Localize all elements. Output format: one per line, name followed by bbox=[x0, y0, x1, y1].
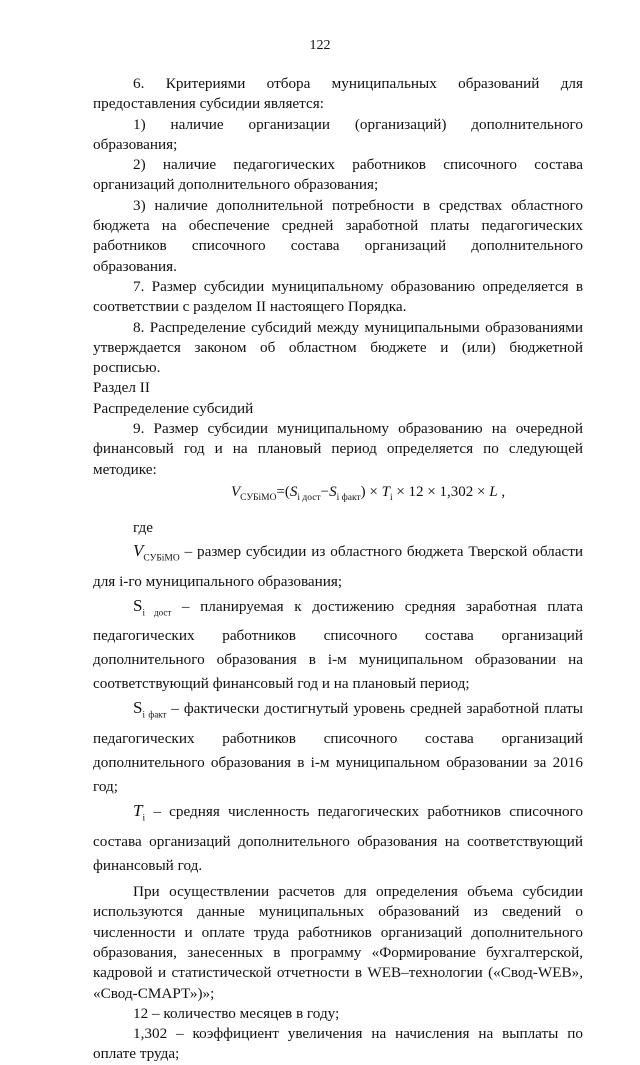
paragraph-8: 8. Распределение субсидий между муниципальными образованиями утверждается законом об областном бюджете и (или) бюджетной росписью. bbox=[93, 318, 583, 377]
def-sf-symbol: $S_{i факт}$ bbox=[133, 698, 167, 720]
criteria-item-3: 3) наличие дополнительной потребности в средствах областного бюджета на обеспечение средней заработной платы педагогических работников списочного состава организаций дополнительного образования. bbox=[93, 196, 583, 275]
formula-s2-sub: i факт bbox=[336, 492, 361, 503]
formula-v-sub: СУБiМО bbox=[240, 492, 277, 503]
coefficient-paragraph: 1,302 – коэффициент увеличения на начисления на выплаты по оплате труда; bbox=[93, 1025, 583, 1063]
definition-t bbox=[93, 799, 583, 878]
formula-s1-sub: i дост bbox=[297, 492, 321, 503]
formula-s1: S bbox=[289, 483, 298, 500]
formula-s2: S bbox=[329, 483, 337, 500]
formula-eq: =( bbox=[276, 483, 290, 500]
section-title: Раздел II bbox=[93, 379, 150, 397]
formula-comma: , bbox=[497, 483, 506, 500]
formula-t-sub: i bbox=[389, 492, 393, 503]
formula-minus: − bbox=[320, 483, 330, 500]
formula-v: V bbox=[230, 483, 241, 500]
page-number: 122 bbox=[309, 38, 331, 53]
section-subtitle: Распределение субсидий bbox=[93, 399, 254, 417]
criteria-item-1: 1) наличие организации (организаций) дополнительного образования; bbox=[93, 115, 583, 153]
formula-close: ) × bbox=[360, 483, 382, 500]
def-t-symbol: $T_i$ bbox=[133, 800, 146, 824]
definition-v bbox=[93, 539, 583, 594]
months-paragraph: 12 – количество месяцев в году; bbox=[133, 1004, 340, 1022]
definition-s-fakt bbox=[93, 696, 583, 798]
def-sd-symbol: $S_{i дост}$ bbox=[133, 595, 172, 618]
def-sf-text: – фактически достигнутый уровень средней заработной платы педагогических работников списочного состава организаций дополнительного образования в i-м муниципальном образовании за 2016 год; bbox=[93, 700, 583, 795]
def-sd-text: – планируемая к достижению средняя заработная плата педагогических работников списочного состава организаций дополнительного образования в i-м муниципальном образовании на соответствующий финансовый год и на плановый период; bbox=[93, 597, 583, 693]
where-label: где bbox=[133, 519, 153, 537]
document-body bbox=[93, 74, 583, 1065]
subsidy-formula bbox=[153, 482, 583, 508]
paragraph-9: 9. Размер субсидии муниципальному образованию на очередной финансовый год и на плановый период определяется по следующей методике: bbox=[93, 420, 583, 478]
criteria-intro: 6. Критериями отбора муниципальных образований для предоставления субсидии является: bbox=[93, 75, 583, 113]
def-v-text: – размер субсидии из областного бюджета Тверской области для i-го муниципального образования; bbox=[93, 542, 583, 590]
formula-l: L bbox=[489, 483, 498, 500]
calculation-paragraph: При осуществлении расчетов для определения объема субсидии используются данные муниципальных образований из сведений о численности и оплате труда работников организаций дополнительного образования, занесенных в программу «Формирование бухгалтерской, кадровой и статистической отчетности в WEB–технологии («Свод-WEB», «Свод-СМАРТ»)»; bbox=[93, 883, 583, 1002]
def-t-text: – средняя численность педагогических работников списочного состава организаций дополнительного образования на соответствующий финансовый год. bbox=[93, 802, 583, 875]
paragraph-7: 7. Размер субсидии муниципальному образованию определяется в соответствии с разделом II настоящего Порядка. bbox=[93, 277, 583, 316]
criteria-item-2: 2) наличие педагогических работников списочного состава организаций дополнительного образования; bbox=[93, 156, 583, 194]
formula-rest: × 12 × 1,302 × bbox=[392, 483, 490, 500]
definition-s-dost bbox=[93, 594, 583, 696]
def-v-symbol: $V_{СУБiМО}$ bbox=[133, 540, 180, 563]
formula-t: T bbox=[381, 483, 390, 500]
